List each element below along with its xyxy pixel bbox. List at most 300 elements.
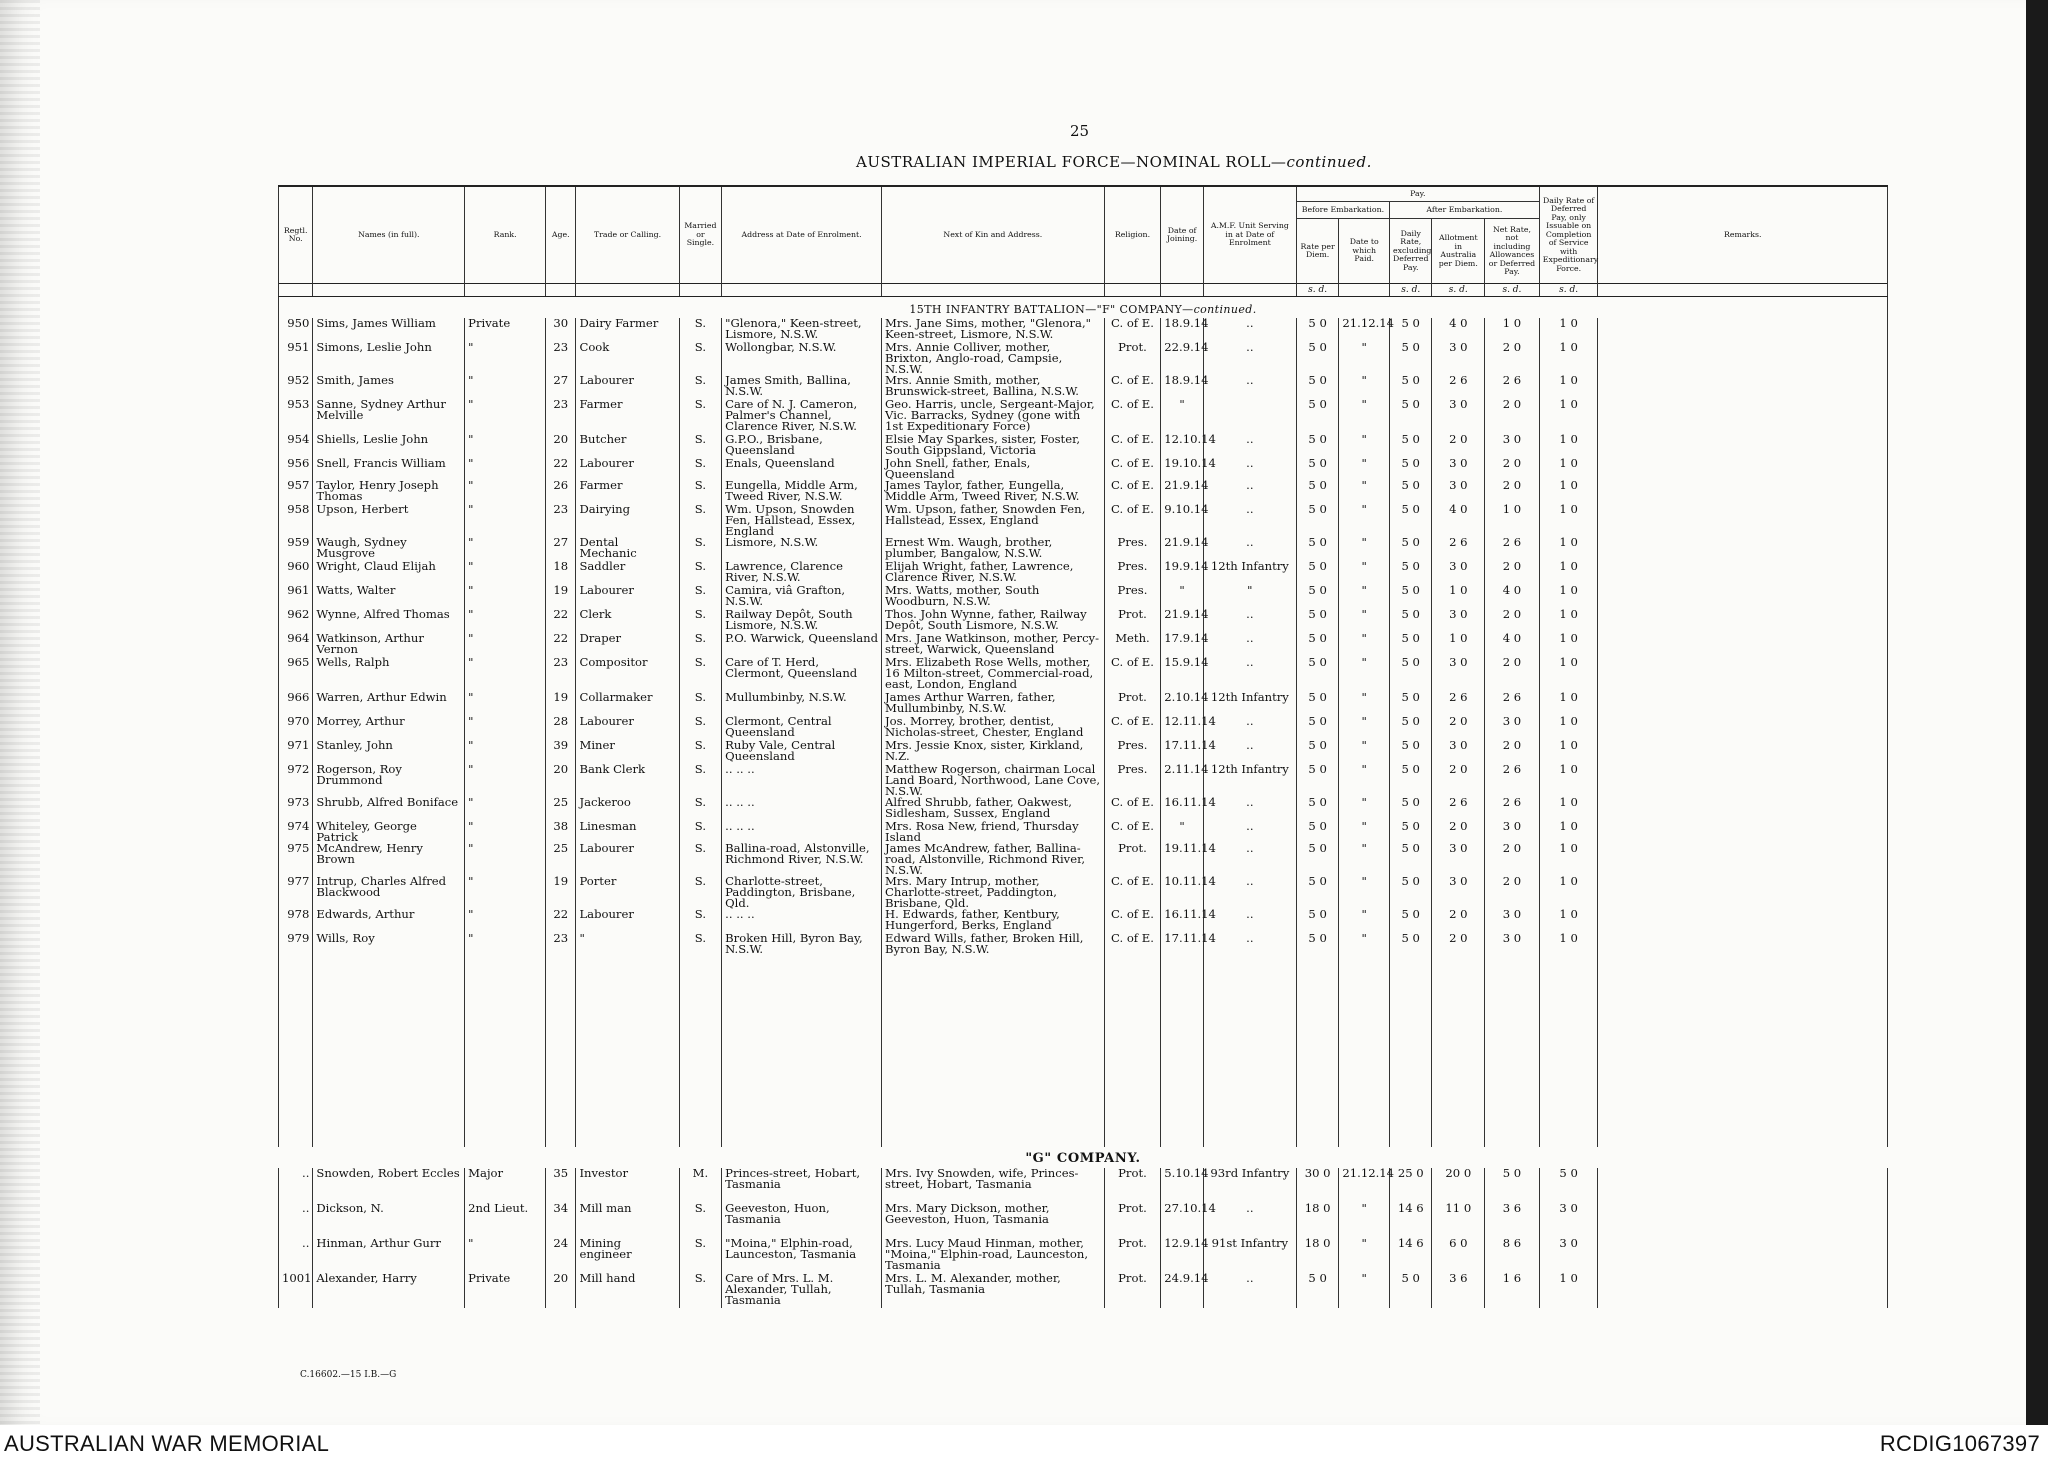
cell-allotment: 2 0: [1432, 716, 1485, 740]
table-row: [279, 633, 1888, 657]
cell-date-joining: 17.11.14: [1161, 933, 1204, 957]
cell-allotment: 3 0: [1432, 657, 1485, 692]
cell-date-paid: ": [1339, 740, 1390, 764]
cell-trade: Investor: [576, 1168, 679, 1203]
cell-religion: C. of E.: [1104, 797, 1161, 821]
cell-net-rate: 1 6: [1485, 1273, 1540, 1308]
print-code: C.16602.—15 I.B.—G: [300, 1370, 397, 1380]
cell-trade: Compositor: [576, 657, 679, 692]
cell-married: S.: [679, 692, 722, 716]
cell-married: S.: [679, 657, 722, 692]
cell-rate-per-diem: 5 0: [1296, 585, 1339, 609]
cell-regtl-no: 979: [279, 933, 313, 957]
cell-date-paid: 21.12.14: [1339, 1168, 1390, 1203]
cell-remarks: [1598, 561, 1888, 585]
cell-trade: Draper: [576, 633, 679, 657]
cell-net-rate: 5 0: [1485, 1168, 1540, 1203]
cell-allotment: 3 0: [1432, 740, 1485, 764]
header-units-row: [279, 284, 1888, 297]
cell-age: 18: [546, 561, 576, 585]
cell-trade: Mill hand: [576, 1273, 679, 1308]
cell-allotment: 4 0: [1432, 504, 1485, 537]
col-net-rate: Net Rate, not including Allowances or Deferred Pay.: [1485, 219, 1540, 284]
cell-unit: 12th Infantry: [1203, 764, 1296, 797]
cell-remarks: [1598, 1203, 1888, 1238]
cell-allotment: 2 0: [1432, 764, 1485, 797]
cell-married: S.: [679, 399, 722, 434]
cell-date-paid: ": [1339, 821, 1390, 843]
unit-sd: s. d.: [1485, 284, 1540, 297]
cell-date-joining: 16.11.14: [1161, 797, 1204, 821]
cell-net-rate: 3 6: [1485, 1203, 1540, 1238]
cell-deferred-pay: 1 0: [1539, 797, 1598, 821]
cell-remarks: [1598, 318, 1888, 342]
section-f-title: 15TH INFANTRY BATTALION—"F" COMPANY—: [909, 303, 1194, 316]
cell-allotment: 2 6: [1432, 692, 1485, 716]
cell-name: Rogerson, Roy Drummond: [313, 764, 465, 797]
cell-date-paid: ": [1339, 585, 1390, 609]
cell-remarks: [1598, 876, 1888, 909]
cell-deferred-pay: 1 0: [1539, 342, 1598, 375]
table-row: [279, 458, 1888, 480]
cell-trade: Dental Mechanic: [576, 537, 679, 561]
cell-date-paid: ": [1339, 537, 1390, 561]
cell-rank: Private: [465, 1273, 546, 1308]
cell-religion: Pres.: [1104, 561, 1161, 585]
cell-deferred-pay: 1 0: [1539, 480, 1598, 504]
cell-deferred-pay: 1 0: [1539, 692, 1598, 716]
cell-married: S.: [679, 1203, 722, 1238]
cell-name: Alexander, Harry: [313, 1273, 465, 1308]
cell-deferred-pay: 1 0: [1539, 537, 1598, 561]
cell-date-joining: 9.10.14: [1161, 504, 1204, 537]
cell-allotment: 2 0: [1432, 434, 1485, 458]
cell-daily-rate: 25 0: [1389, 1168, 1432, 1203]
cell-married: S.: [679, 716, 722, 740]
cell-rank: Private: [465, 318, 546, 342]
cell-religion: C. of E.: [1104, 876, 1161, 909]
cell-married: S.: [679, 504, 722, 537]
cell-age: 22: [546, 458, 576, 480]
col-date-paid: Date to which Paid.: [1339, 219, 1390, 284]
table-row: [279, 561, 1888, 585]
table-row: [279, 843, 1888, 876]
cell-date-joining: 12.9.14: [1161, 1238, 1204, 1273]
cell-allotment: 1 0: [1432, 585, 1485, 609]
cell-unit: ..: [1203, 933, 1296, 957]
table-row: [279, 537, 1888, 561]
cell-trade: Jackeroo: [576, 797, 679, 821]
cell-unit: ..: [1203, 342, 1296, 375]
cell-allotment: 3 0: [1432, 609, 1485, 633]
cell-age: 23: [546, 933, 576, 957]
cell-net-rate: 2 0: [1485, 843, 1540, 876]
cell-trade: Dairying: [576, 504, 679, 537]
table-row: [279, 909, 1888, 933]
cell-date-paid: ": [1339, 716, 1390, 740]
cell-rank: ": [465, 375, 546, 399]
cell-rate-per-diem: 5 0: [1296, 434, 1339, 458]
cell-allotment: 3 0: [1432, 458, 1485, 480]
cell-address: Broken Hill, Byron Bay, N.S.W.: [722, 933, 882, 957]
cell-unit: ..: [1203, 797, 1296, 821]
cell-date-paid: ": [1339, 797, 1390, 821]
cell-daily-rate: 5 0: [1389, 318, 1432, 342]
cell-next-of-kin: John Snell, father, Enals, Queensland: [882, 458, 1105, 480]
cell-deferred-pay: 1 0: [1539, 657, 1598, 692]
cell-unit: ..: [1203, 740, 1296, 764]
cell-deferred-pay: 1 0: [1539, 1273, 1598, 1308]
cell-age: 27: [546, 537, 576, 561]
cell-deferred-pay: 1 0: [1539, 740, 1598, 764]
cell-trade: Farmer: [576, 399, 679, 434]
cell-unit: ..: [1203, 633, 1296, 657]
footer-archive-name: AUSTRALIAN WAR MEMORIAL: [4, 1431, 330, 1456]
cell-unit: ..: [1203, 480, 1296, 504]
table-row: [279, 657, 1888, 692]
cell-married: S.: [679, 480, 722, 504]
cell-name: Snell, Francis William: [313, 458, 465, 480]
cell-date-paid: ": [1339, 434, 1390, 458]
cell-rate-per-diem: 5 0: [1296, 609, 1339, 633]
cell-deferred-pay: 1 0: [1539, 399, 1598, 434]
cell-net-rate: 4 0: [1485, 585, 1540, 609]
cell-rate-per-diem: 5 0: [1296, 933, 1339, 957]
cell-net-rate: 3 0: [1485, 434, 1540, 458]
cell-date-joining: 17.9.14: [1161, 633, 1204, 657]
cell-address: Care of T. Herd, Clermont, Queensland: [722, 657, 882, 692]
cell-trade: Mining engineer: [576, 1238, 679, 1273]
cell-unit: ..: [1203, 909, 1296, 933]
table-row: [279, 480, 1888, 504]
cell-married: S.: [679, 318, 722, 342]
col-trade: Trade or Calling.: [576, 186, 679, 284]
col-regtl-no: Regtl. No.: [279, 186, 313, 284]
cell-remarks: [1598, 537, 1888, 561]
cell-address: G.P.O., Brisbane, Queensland: [722, 434, 882, 458]
cell-religion: Pres.: [1104, 740, 1161, 764]
cell-religion: C. of E.: [1104, 933, 1161, 957]
cell-address: "Glenora," Keen-street, Lismore, N.S.W.: [722, 318, 882, 342]
cell-daily-rate: 5 0: [1389, 876, 1432, 909]
cell-age: 34: [546, 1203, 576, 1238]
cell-date-paid: ": [1339, 909, 1390, 933]
cell-date-joining: 2.11.14: [1161, 764, 1204, 797]
cell-allotment: 2 0: [1432, 909, 1485, 933]
cell-unit: ..: [1203, 876, 1296, 909]
cell-married: S.: [679, 375, 722, 399]
cell-date-paid: ": [1339, 458, 1390, 480]
cell-next-of-kin: Edward Wills, father, Broken Hill, Byron Bay, N.S.W.: [882, 933, 1105, 957]
col-deferred: Daily Rate of Deferred Pay, only Issuable on Completion of Service with Expeditionary Force.: [1539, 186, 1598, 284]
cell-allotment: 3 0: [1432, 342, 1485, 375]
cell-rate-per-diem: 5 0: [1296, 633, 1339, 657]
cell-unit: ": [1203, 585, 1296, 609]
table-row: [279, 434, 1888, 458]
cell-remarks: [1598, 657, 1888, 692]
cell-age: 19: [546, 876, 576, 909]
cell-name: Stanley, John: [313, 740, 465, 764]
cell-date-paid: ": [1339, 342, 1390, 375]
cell-regtl-no: 956: [279, 458, 313, 480]
cell-rank: ": [465, 537, 546, 561]
cell-trade: Bank Clerk: [576, 764, 679, 797]
cell-rank: Major: [465, 1168, 546, 1203]
cell-regtl-no: ..: [279, 1203, 313, 1238]
cell-regtl-no: 964: [279, 633, 313, 657]
cell-rate-per-diem: 5 0: [1296, 318, 1339, 342]
cell-daily-rate: 5 0: [1389, 1273, 1432, 1308]
cell-date-joining: 18.9.14: [1161, 318, 1204, 342]
cell-age: 23: [546, 504, 576, 537]
cell-address: Princes-street, Hobart, Tasmania: [722, 1168, 882, 1203]
cell-age: 30: [546, 318, 576, 342]
cell-daily-rate: 5 0: [1389, 633, 1432, 657]
cell-rate-per-diem: 5 0: [1296, 821, 1339, 843]
cell-next-of-kin: Geo. Harris, uncle, Sergeant-Major, Vic. Barracks, Sydney (gone with 1st Expeditionary Force): [882, 399, 1105, 434]
table-row: [279, 318, 1888, 342]
cell-married: S.: [679, 458, 722, 480]
section-g-body: [279, 1147, 1888, 1308]
cell-remarks: [1598, 1168, 1888, 1203]
cell-date-joining: 24.9.14: [1161, 1273, 1204, 1308]
cell-address: .. .. ..: [722, 797, 882, 821]
cell-regtl-no: 957: [279, 480, 313, 504]
cell-rank: ": [465, 434, 546, 458]
cell-rank: 2nd Lieut.: [465, 1203, 546, 1238]
cell-religion: C. of E.: [1104, 657, 1161, 692]
cell-deferred-pay: 1 0: [1539, 375, 1598, 399]
cell-rate-per-diem: 5 0: [1296, 909, 1339, 933]
col-remarks: Remarks.: [1598, 186, 1888, 284]
cell-next-of-kin: Mrs. Annie Colliver, mother, Brixton, Anglo-road, Campsie, N.S.W.: [882, 342, 1105, 375]
cell-net-rate: 4 0: [1485, 633, 1540, 657]
cell-next-of-kin: Mrs. Lucy Maud Hinman, mother, "Moina," Elphin-road, Launceston, Tasmania: [882, 1238, 1105, 1273]
cell-regtl-no: 961: [279, 585, 313, 609]
cell-next-of-kin: Jos. Morrey, brother, dentist, Nicholas-street, Chester, England: [882, 716, 1105, 740]
cell-deferred-pay: 1 0: [1539, 821, 1598, 843]
cell-date-paid: ": [1339, 933, 1390, 957]
cell-trade: Farmer: [576, 480, 679, 504]
cell-unit: ..: [1203, 504, 1296, 537]
cell-net-rate: 2 0: [1485, 342, 1540, 375]
cell-address: Care of N. J. Cameron, Palmer's Channel, Clarence River, N.S.W.: [722, 399, 882, 434]
cell-next-of-kin: Mrs. Mary Intrup, mother, Charlotte-street, Paddington, Brisbane, Qld.: [882, 876, 1105, 909]
unit-sd: s. d.: [1296, 284, 1339, 297]
cell-name: Taylor, Henry Joseph Thomas: [313, 480, 465, 504]
cell-married: S.: [679, 843, 722, 876]
cell-religion: Prot.: [1104, 1273, 1161, 1308]
cell-date-paid: ": [1339, 764, 1390, 797]
cell-daily-rate: 5 0: [1389, 657, 1432, 692]
cell-rate-per-diem: 5 0: [1296, 797, 1339, 821]
cell-allotment: 11 0: [1432, 1203, 1485, 1238]
cell-age: 23: [546, 399, 576, 434]
cell-regtl-no: ..: [279, 1238, 313, 1273]
cell-daily-rate: 5 0: [1389, 561, 1432, 585]
cell-date-joining: 21.9.14: [1161, 480, 1204, 504]
cell-rate-per-diem: 5 0: [1296, 1273, 1339, 1308]
cell-age: 20: [546, 764, 576, 797]
cell-net-rate: 2 6: [1485, 375, 1540, 399]
cell-net-rate: 3 0: [1485, 909, 1540, 933]
cell-daily-rate: 5 0: [1389, 458, 1432, 480]
cell-name: Dickson, N.: [313, 1203, 465, 1238]
cell-regtl-no: 971: [279, 740, 313, 764]
cell-remarks: [1598, 1273, 1888, 1308]
cell-unit: ..: [1203, 821, 1296, 843]
cell-next-of-kin: Mrs. Elizabeth Rose Wells, mother, 16 Milton-street, Commercial-road, east, London, England: [882, 657, 1105, 692]
cell-daily-rate: 5 0: [1389, 821, 1432, 843]
cell-religion: C. of E.: [1104, 504, 1161, 537]
cell-rank: ": [465, 609, 546, 633]
cell-daily-rate: 5 0: [1389, 480, 1432, 504]
table-row: [279, 740, 1888, 764]
cell-address: Care of Mrs. L. M. Alexander, Tullah, Tasmania: [722, 1273, 882, 1308]
cell-date-paid: ": [1339, 399, 1390, 434]
cell-next-of-kin: Mrs. Jane Watkinson, mother, Percy-street, Warwick, Queensland: [882, 633, 1105, 657]
cell-date-joining: 12.10.14: [1161, 434, 1204, 458]
cell-date-joining: 16.11.14: [1161, 909, 1204, 933]
cell-name: Morrey, Arthur: [313, 716, 465, 740]
cell-deferred-pay: 1 0: [1539, 909, 1598, 933]
cell-unit: ..: [1203, 375, 1296, 399]
table-row: [279, 692, 1888, 716]
table-row: [279, 1168, 1888, 1203]
table-row: [279, 399, 1888, 434]
cell-trade: Labourer: [576, 585, 679, 609]
cell-age: 23: [546, 342, 576, 375]
cell-rate-per-diem: 5 0: [1296, 657, 1339, 692]
cell-deferred-pay: 1 0: [1539, 561, 1598, 585]
section-f-body: [279, 297, 1888, 958]
cell-daily-rate: 5 0: [1389, 933, 1432, 957]
cell-remarks: [1598, 375, 1888, 399]
cell-married: S.: [679, 609, 722, 633]
cell-rate-per-diem: 30 0: [1296, 1168, 1339, 1203]
cell-trade: Porter: [576, 876, 679, 909]
cell-rate-per-diem: 5 0: [1296, 458, 1339, 480]
cell-age: 19: [546, 692, 576, 716]
cell-age: 19: [546, 585, 576, 609]
cell-remarks: [1598, 843, 1888, 876]
cell-address: Lawrence, Clarence River, N.S.W.: [722, 561, 882, 585]
cell-rank: ": [465, 764, 546, 797]
cell-age: 28: [546, 716, 576, 740]
cell-age: 22: [546, 909, 576, 933]
cell-married: S.: [679, 633, 722, 657]
cell-married: S.: [679, 764, 722, 797]
title-main: AUSTRALIAN IMPERIAL FORCE—NOMINAL ROLL—: [856, 153, 1287, 171]
cell-regtl-no: 959: [279, 537, 313, 561]
cell-daily-rate: 5 0: [1389, 537, 1432, 561]
cell-net-rate: 1 0: [1485, 318, 1540, 342]
cell-deferred-pay: 1 0: [1539, 933, 1598, 957]
cell-daily-rate: 14 6: [1389, 1203, 1432, 1238]
col-after-embarkation: After Embarkation.: [1389, 202, 1539, 219]
cell-daily-rate: 5 0: [1389, 609, 1432, 633]
cell-date-joining: 19.11.14: [1161, 843, 1204, 876]
cell-married: M.: [679, 1168, 722, 1203]
cell-remarks: [1598, 692, 1888, 716]
cell-name: Hinman, Arthur Gurr: [313, 1238, 465, 1273]
cell-allotment: 3 0: [1432, 843, 1485, 876]
cell-unit: ..: [1203, 657, 1296, 692]
cell-deferred-pay: 1 0: [1539, 876, 1598, 909]
col-next-of-kin: Next of Kin and Address.: [882, 186, 1105, 284]
cell-remarks: [1598, 909, 1888, 933]
title-continued: continued.: [1286, 153, 1372, 171]
cell-net-rate: 3 0: [1485, 821, 1540, 843]
cell-allotment: 2 6: [1432, 375, 1485, 399]
cell-next-of-kin: Mrs. Ivy Snowden, wife, Princes-street, Hobart, Tasmania: [882, 1168, 1105, 1203]
cell-next-of-kin: Ernest Wm. Waugh, brother, plumber, Bangalow, N.S.W.: [882, 537, 1105, 561]
cell-rank: ": [465, 633, 546, 657]
cell-net-rate: 2 6: [1485, 797, 1540, 821]
cell-regtl-no: 1001: [279, 1273, 313, 1308]
cell-next-of-kin: Wm. Upson, father, Snowden Fen, Hallstead, Essex, England: [882, 504, 1105, 537]
cell-date-joining: 2.10.14: [1161, 692, 1204, 716]
cell-religion: C. of E.: [1104, 821, 1161, 843]
cell-remarks: [1598, 480, 1888, 504]
cell-date-paid: ": [1339, 561, 1390, 585]
cell-rate-per-diem: 5 0: [1296, 692, 1339, 716]
col-before-embarkation: Before Embarkation.: [1296, 202, 1389, 219]
cell-religion: Prot.: [1104, 1168, 1161, 1203]
cell-married: S.: [679, 821, 722, 843]
table-row: [279, 342, 1888, 375]
cell-rank: ": [465, 909, 546, 933]
cell-deferred-pay: 1 0: [1539, 504, 1598, 537]
cell-trade: ": [576, 933, 679, 957]
cell-address: Enals, Queensland: [722, 458, 882, 480]
cell-deferred-pay: 1 0: [1539, 633, 1598, 657]
section-f-continued: continued.: [1193, 303, 1257, 316]
cell-daily-rate: 5 0: [1389, 342, 1432, 375]
cell-trade: Labourer: [576, 375, 679, 399]
cell-age: 39: [546, 740, 576, 764]
cell-address: Wm. Upson, Snowden Fen, Hallstead, Essex, England: [722, 504, 882, 537]
col-daily-rate: Daily Rate, excluding Deferred Pay.: [1389, 219, 1432, 284]
cell-unit: ..: [1203, 716, 1296, 740]
unit-sd: s. d.: [1432, 284, 1485, 297]
cell-regtl-no: 950: [279, 318, 313, 342]
cell-deferred-pay: 1 0: [1539, 764, 1598, 797]
cell-age: 22: [546, 609, 576, 633]
cell-religion: C. of E.: [1104, 480, 1161, 504]
cell-next-of-kin: Elsie May Sparkes, sister, Foster, South Gippsland, Victoria: [882, 434, 1105, 458]
cell-rank: ": [465, 1238, 546, 1273]
cell-name: Snowden, Robert Eccles: [313, 1168, 465, 1203]
cell-net-rate: 3 0: [1485, 716, 1540, 740]
cell-name: Upson, Herbert: [313, 504, 465, 537]
cell-regtl-no: 954: [279, 434, 313, 458]
cell-unit: ..: [1203, 1273, 1296, 1308]
cell-rank: ": [465, 342, 546, 375]
cell-married: S.: [679, 740, 722, 764]
cell-remarks: [1598, 933, 1888, 957]
col-name: Names (in full).: [313, 186, 465, 284]
cell-date-joining: 22.9.14: [1161, 342, 1204, 375]
cell-next-of-kin: Mrs. Mary Dickson, mother, Geeveston, Huon, Tasmania: [882, 1203, 1105, 1238]
cell-trade: Butcher: [576, 434, 679, 458]
cell-remarks: [1598, 504, 1888, 537]
cell-age: 38: [546, 821, 576, 843]
cell-date-paid: ": [1339, 1273, 1390, 1308]
cell-married: S.: [679, 909, 722, 933]
cell-age: 25: [546, 843, 576, 876]
cell-daily-rate: 5 0: [1389, 740, 1432, 764]
